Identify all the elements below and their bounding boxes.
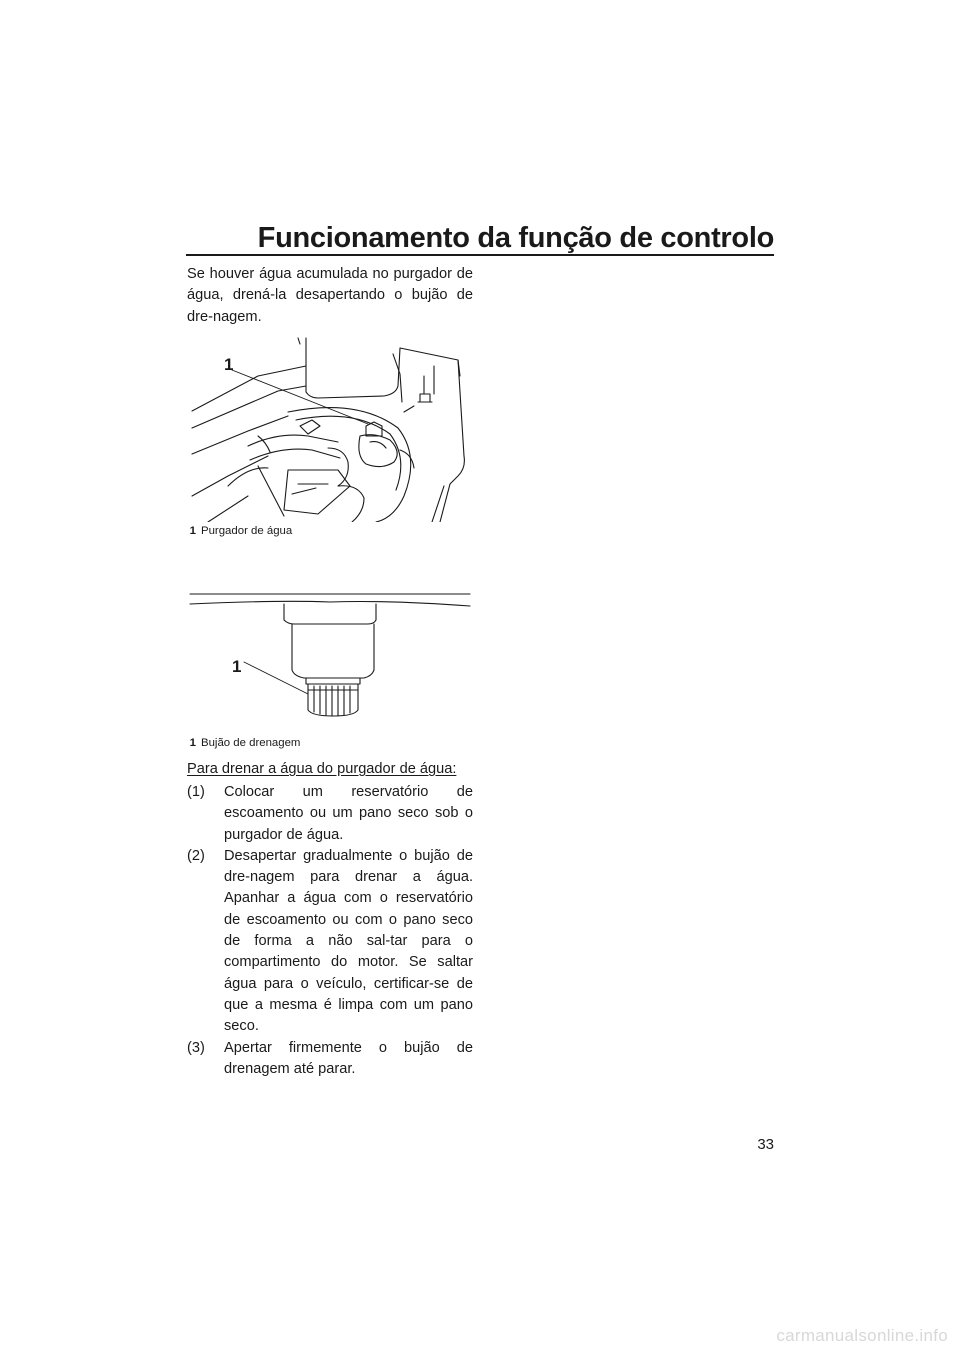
step-text: Desapertar gradualmente o bujão de dre-nagem para drenar a água. Apanhar a água com o reservatório de escoamento ou com o pano seco de forma a não sal-tar para o compartimento do motor. Se saltar água para o veículo, certificar-se de que a mesma é limpa com um pano seco.: [224, 847, 473, 1035]
watermark: carmanualsonline.info: [776, 1326, 948, 1345]
step-text: Apertar firmemente o bujão de drenagem até parar.: [224, 1039, 473, 1077]
caption-text: Purgador de água: [201, 525, 293, 537]
water-separator-illustration: [188, 336, 472, 527]
step-number: (3): [187, 1039, 205, 1056]
step-number: (2): [187, 847, 205, 864]
list-item: [187, 846, 473, 1038]
caption-number: 1: [189, 525, 196, 537]
engine-compartment-drawing: [188, 336, 472, 522]
step-number: (1): [187, 784, 205, 800]
figure-caption: [188, 525, 292, 537]
callout-label: 1: [232, 657, 242, 676]
page-title: Funcionamento da função de controlo: [257, 222, 774, 254]
intro-paragraph: Se houver água acumulada no purgador de água, drená-la desapertando o bujão de dre-nagem.: [187, 266, 473, 325]
caption-text: Bujão de drenagem: [201, 737, 301, 749]
step-text: Colocar um reservatório de escoamento ou um pano seco sob o purgador de água.: [224, 784, 473, 843]
header-rule: [186, 254, 774, 256]
page-number: 33: [757, 1136, 774, 1153]
figure-caption: [188, 737, 300, 749]
list-item: [187, 1038, 473, 1081]
drain-screw-drawing: [188, 590, 472, 722]
drain-screw-illustration: [188, 590, 472, 727]
caption-number: 1: [189, 737, 196, 749]
callout-label: 1: [224, 355, 234, 374]
procedure-heading: Para drenar a água do purgador de água:: [187, 761, 457, 777]
procedure-steps: [187, 782, 473, 1080]
list-item: [187, 782, 473, 846]
